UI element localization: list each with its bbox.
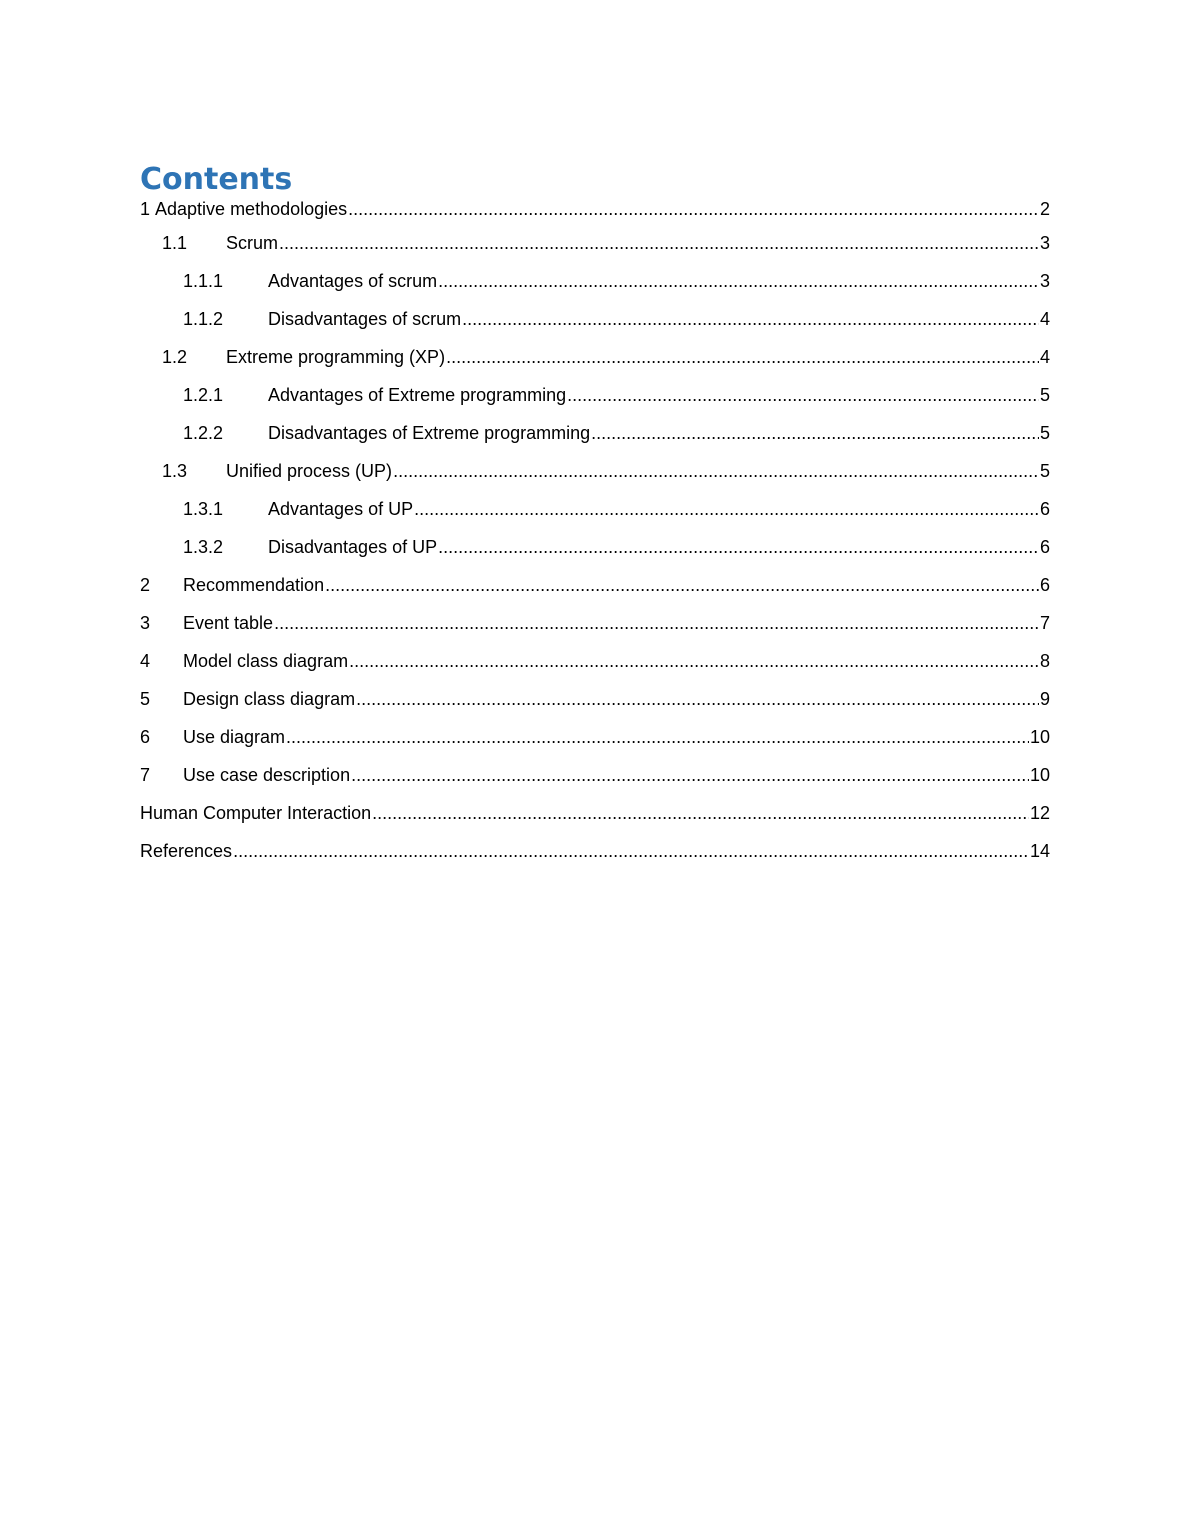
toc-entry-label: Extreme programming (XP) — [226, 347, 446, 367]
toc-entry-label: Unified process (UP) — [226, 461, 393, 481]
toc-entry-number: 5 — [140, 689, 151, 709]
toc-entry[interactable] — [140, 804, 1050, 842]
toc-entry-number: 1.3.1 — [183, 499, 224, 519]
toc-entry-label: Disadvantages of Extreme programming — [268, 423, 591, 443]
toc-entry-number: 1 — [140, 199, 151, 219]
toc-entry-page-number: 10 — [1029, 727, 1050, 747]
toc-entry-page-number: 8 — [1039, 651, 1050, 671]
toc-dot-leader — [356, 690, 1039, 708]
toc-entry[interactable] — [140, 728, 1050, 766]
toc-entry-page-number: 5 — [1039, 461, 1050, 481]
toc-entry-page-number: 4 — [1039, 309, 1050, 329]
toc-title: Contents — [140, 162, 293, 197]
toc-entry-number: 1.1.1 — [183, 271, 224, 291]
toc-dot-leader — [567, 386, 1039, 404]
toc-entry-label: References — [140, 841, 233, 861]
toc-entry-page-number: 12 — [1029, 803, 1050, 823]
toc-dot-leader — [351, 766, 1029, 784]
toc-entry-label: Advantages of UP — [268, 499, 414, 519]
toc-entry-number: 7 — [140, 765, 151, 785]
toc-entry-number: 1.1 — [162, 233, 188, 253]
toc-entry-number: 1.3.2 — [183, 537, 224, 557]
toc-dot-leader — [462, 310, 1039, 328]
toc-dot-leader — [446, 348, 1039, 366]
toc-entry[interactable] — [140, 310, 1050, 348]
toc-dot-leader — [286, 728, 1029, 746]
toc-dot-leader — [591, 424, 1039, 442]
toc-entry[interactable] — [140, 576, 1050, 614]
toc-entry-label: Disadvantages of UP — [268, 537, 438, 557]
toc-entry[interactable] — [140, 766, 1050, 804]
toc-entry-label: Disadvantages of scrum — [268, 309, 462, 329]
toc-dot-leader — [438, 538, 1039, 556]
toc-entry-number: 6 — [140, 727, 151, 747]
toc-entry-page-number: 2 — [1039, 199, 1050, 219]
toc-entry-number: 1.3 — [162, 461, 188, 481]
toc-entry-page-number: 7 — [1039, 613, 1050, 633]
toc-entry[interactable] — [140, 842, 1050, 880]
toc-entry[interactable] — [140, 424, 1050, 462]
toc-dot-leader — [414, 500, 1039, 518]
toc-dot-leader — [233, 842, 1029, 860]
toc-entry-label: Use diagram — [183, 727, 286, 747]
toc-entry[interactable] — [140, 200, 1050, 234]
toc-entry-page-number: 14 — [1029, 841, 1050, 861]
toc-entry-number: 3 — [140, 613, 151, 633]
toc-entry-label: Advantages of Extreme programming — [268, 385, 567, 405]
toc-entry-page-number: 10 — [1029, 765, 1050, 785]
toc-dot-leader — [348, 200, 1039, 218]
toc-dot-leader — [393, 462, 1039, 480]
toc-entry[interactable] — [140, 462, 1050, 500]
toc-entry[interactable] — [140, 348, 1050, 386]
toc-entry-number: 4 — [140, 651, 151, 671]
toc-entry-page-number: 6 — [1039, 537, 1050, 557]
toc-entry-label: Advantages of scrum — [268, 271, 438, 291]
toc-entry-label: Scrum — [226, 233, 279, 253]
toc-entry-number: 1.2.2 — [183, 423, 224, 443]
toc-entry[interactable] — [140, 386, 1050, 424]
toc-entry[interactable] — [140, 234, 1050, 272]
toc-entry-label: Human Computer Interaction — [140, 803, 372, 823]
toc-entry-label: Use case description — [183, 765, 351, 785]
toc-entry-page-number: 4 — [1039, 347, 1050, 367]
toc-entry[interactable] — [140, 652, 1050, 690]
toc-dot-leader — [372, 804, 1029, 822]
toc-entry[interactable] — [140, 614, 1050, 652]
toc-entry-page-number: 9 — [1039, 689, 1050, 709]
toc-dot-leader — [349, 652, 1039, 670]
toc-dot-leader — [438, 272, 1039, 290]
toc-entry-page-number: 6 — [1039, 575, 1050, 595]
toc-dot-leader — [274, 614, 1039, 632]
toc-entry-label: Recommendation — [183, 575, 325, 595]
toc-entry-page-number: 3 — [1039, 233, 1050, 253]
toc-entry-page-number: 5 — [1039, 423, 1050, 443]
toc-entry-page-number: 3 — [1039, 271, 1050, 291]
toc-entry[interactable] — [140, 272, 1050, 310]
toc-entry-label: Adaptive methodologies — [155, 199, 348, 219]
toc-entry-number: 1.2.1 — [183, 385, 224, 405]
toc-entry[interactable] — [140, 500, 1050, 538]
toc-entry-page-number: 6 — [1039, 499, 1050, 519]
toc-dot-leader — [325, 576, 1039, 594]
toc-entry-label: Design class diagram — [183, 689, 356, 709]
toc-entry[interactable] — [140, 690, 1050, 728]
toc-entry-number: 2 — [140, 575, 151, 595]
toc-entry-label: Event table — [183, 613, 274, 633]
document-page — [140, 160, 1050, 880]
toc-entry-page-number: 5 — [1039, 385, 1050, 405]
toc-dot-leader — [279, 234, 1039, 252]
table-of-contents — [140, 200, 1050, 880]
toc-entry-label: Model class diagram — [183, 651, 349, 671]
toc-entry[interactable] — [140, 538, 1050, 576]
toc-entry-number: 1.1.2 — [183, 309, 224, 329]
toc-entry-number: 1.2 — [162, 347, 188, 367]
